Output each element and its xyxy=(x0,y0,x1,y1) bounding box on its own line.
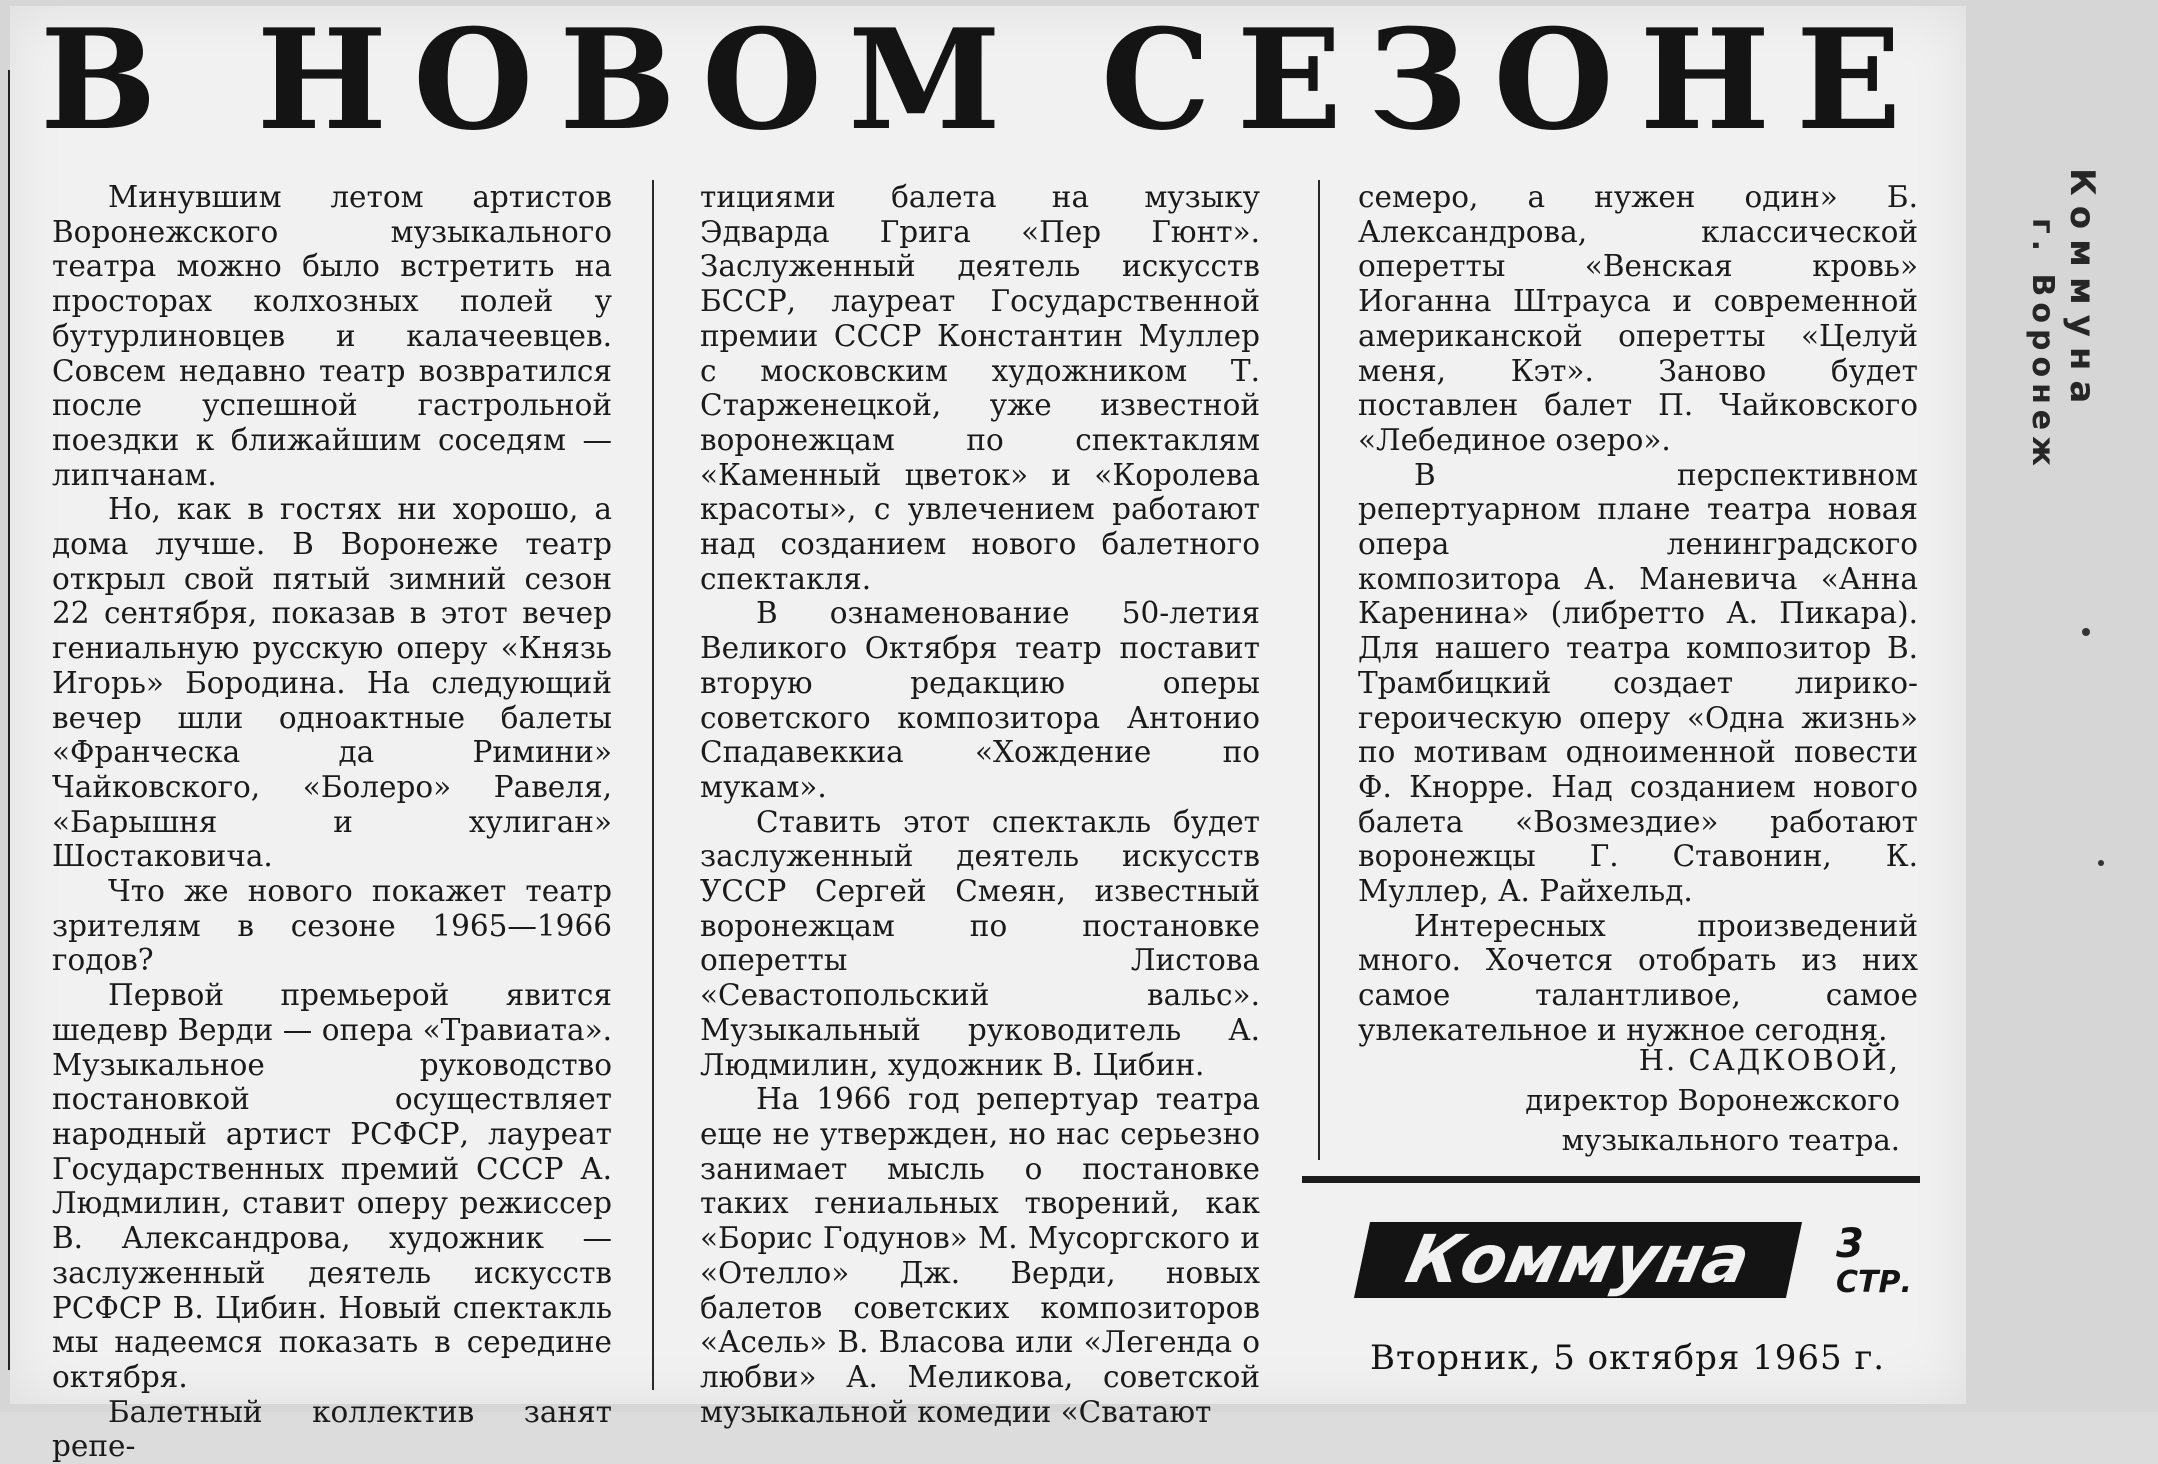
article-paragraph: Балетный коллектив занят репе- xyxy=(52,1394,612,1464)
article-paragraph: На 1966 год репертуар театра еще не утвержден, но нас серьезно занимает мысль о постановке таких гениальных творений, как «Борис Годунов» М. Мусоргского и «Отелло» Дж. Верди, новых балетов советских композиторов «Асель» В. Власова или «Легенда о любви» А. Меликова, советской музыкальной комедии «Сватают xyxy=(700,1082,1260,1429)
ink-mark xyxy=(2098,860,2104,866)
clipping-edge xyxy=(8,70,10,1370)
article-paragraph: В перспективном репертуарном плане театра новая опера ленинградского композитора А. Маневича «Анна Каренина» (либретто А. Пикара). Для нашего театра композитор В. Трамбицкий создает лирико-героическую оперу «Одна жизнь» по мотивам одноименной повести Ф. Кнорре. Над созданием нового балета «Возмездие» работают воронежцы Г. Ставонин, К. Муллер, А. Райхельд. xyxy=(1358,457,1918,909)
author-position: директор Воронежского xyxy=(1525,1083,1900,1117)
article-paragraph: тициями балета на музыку Эдварда Грига «Пер Гюнт». Заслуженный деятель искусств БССР, лауреат Государственной премии СССР Константин Муллер с московским художником Т. Старженецкой, уже известной воронежцам по спектаклям «Каменный цветок» и «Королева красоты», с увлечением работают над созданием нового балетного спектакля. xyxy=(700,180,1260,596)
article-paragraph: Но, как в гостях ни хорошо, а дома лучше. В Воронеже театр открыл свой пятый зимний сезон 22 сентября, показав в этот вечер гениальную русскую оперу «Князь Игорь» Бородина. На следующий вечер шли одноактные балеты «Франческа да Римини» Чайковского, «Болеро» Равеля, «Барышня и хулиган» Шостаковича. xyxy=(52,492,612,874)
author-position: музыкального театра. xyxy=(1561,1123,1900,1157)
headline: В НОВОМ СЕЗОНЕ xyxy=(40,0,1928,161)
article-signature xyxy=(1440,1040,1900,1160)
column-divider xyxy=(1318,180,1320,1160)
article-paragraph: Интересных произведений много. Хочется отобрать из них самое талантливое, самое увлекательное и нужное сегодня. xyxy=(1358,908,1918,1047)
page-number: 3 xyxy=(1836,1221,1864,1267)
article-column-2 xyxy=(700,180,1260,1429)
author-name: Н. САДКОВОЙ, xyxy=(1638,1043,1900,1077)
section-rule xyxy=(1302,1176,1920,1183)
article-paragraph: Что же нового покажет театр зрителям в сезоне 1965—1966 годов? xyxy=(52,874,612,978)
article-column-3 xyxy=(1358,180,1918,1048)
article-paragraph: Первой премьерой явится шедевр Верди — опера «Травиата». Музыкальное руководство постановкой осуществляет народный артист РСФСР, лауреат Государственных премий СССР А. Людмилин, ставит оперу режиссер В. Александрова, художник — заслуженный деятель искусств РСФСР В. Цибин. Новый спектакль мы надеемся показать в середине октября. xyxy=(52,978,612,1394)
article-paragraph: Минувшим летом артистов Воронежского музыкального театра можно было встретить на просторах колхозных полей у бутурлиновцев и калачеевцев. Совсем недавно театр возвратился после успешной гастрольной поездки к ближайшим соседям — липчанам. xyxy=(52,180,612,492)
ink-mark xyxy=(2082,628,2090,636)
page-label: СТР. xyxy=(1836,1265,1912,1300)
article-paragraph: Ставить этот спектакль будет заслуженный деятель искусств УССР Сергей Смеян, известный воронежцам по постановке оперетты Листова «Севастопольский вальс». Музыкальный руководитель А. Людмилин, художник В. Цибин. xyxy=(700,804,1260,1082)
article-paragraph: семеро, а нужен один» Б. Александрова, классической оперетты «Венская кровь» Иоганна Штрауса и современной американской оперетты «Целуй меня, Кэт». Заново будет поставлен балет П. Чайковского «Лебединое озеро». xyxy=(1358,180,1918,457)
article-column-1 xyxy=(52,180,612,1464)
stamp-line-newspaper: Коммуна xyxy=(2062,168,2102,414)
stamp-line-city: г. Воронеж xyxy=(2025,218,2060,473)
column-divider xyxy=(652,180,654,1390)
issue-date: Вторник, 5 октября 1965 г. xyxy=(1370,1338,1886,1378)
article-paragraph: В ознаменование 50-летия Великого Октября театр поставит вторую редакцию оперы советского композитора Антонио Спадавеккиа «Хождение по мукам». xyxy=(700,596,1260,804)
archive-stamp xyxy=(2000,168,2140,528)
newspaper-masthead: Коммуна xyxy=(1354,1222,1802,1298)
